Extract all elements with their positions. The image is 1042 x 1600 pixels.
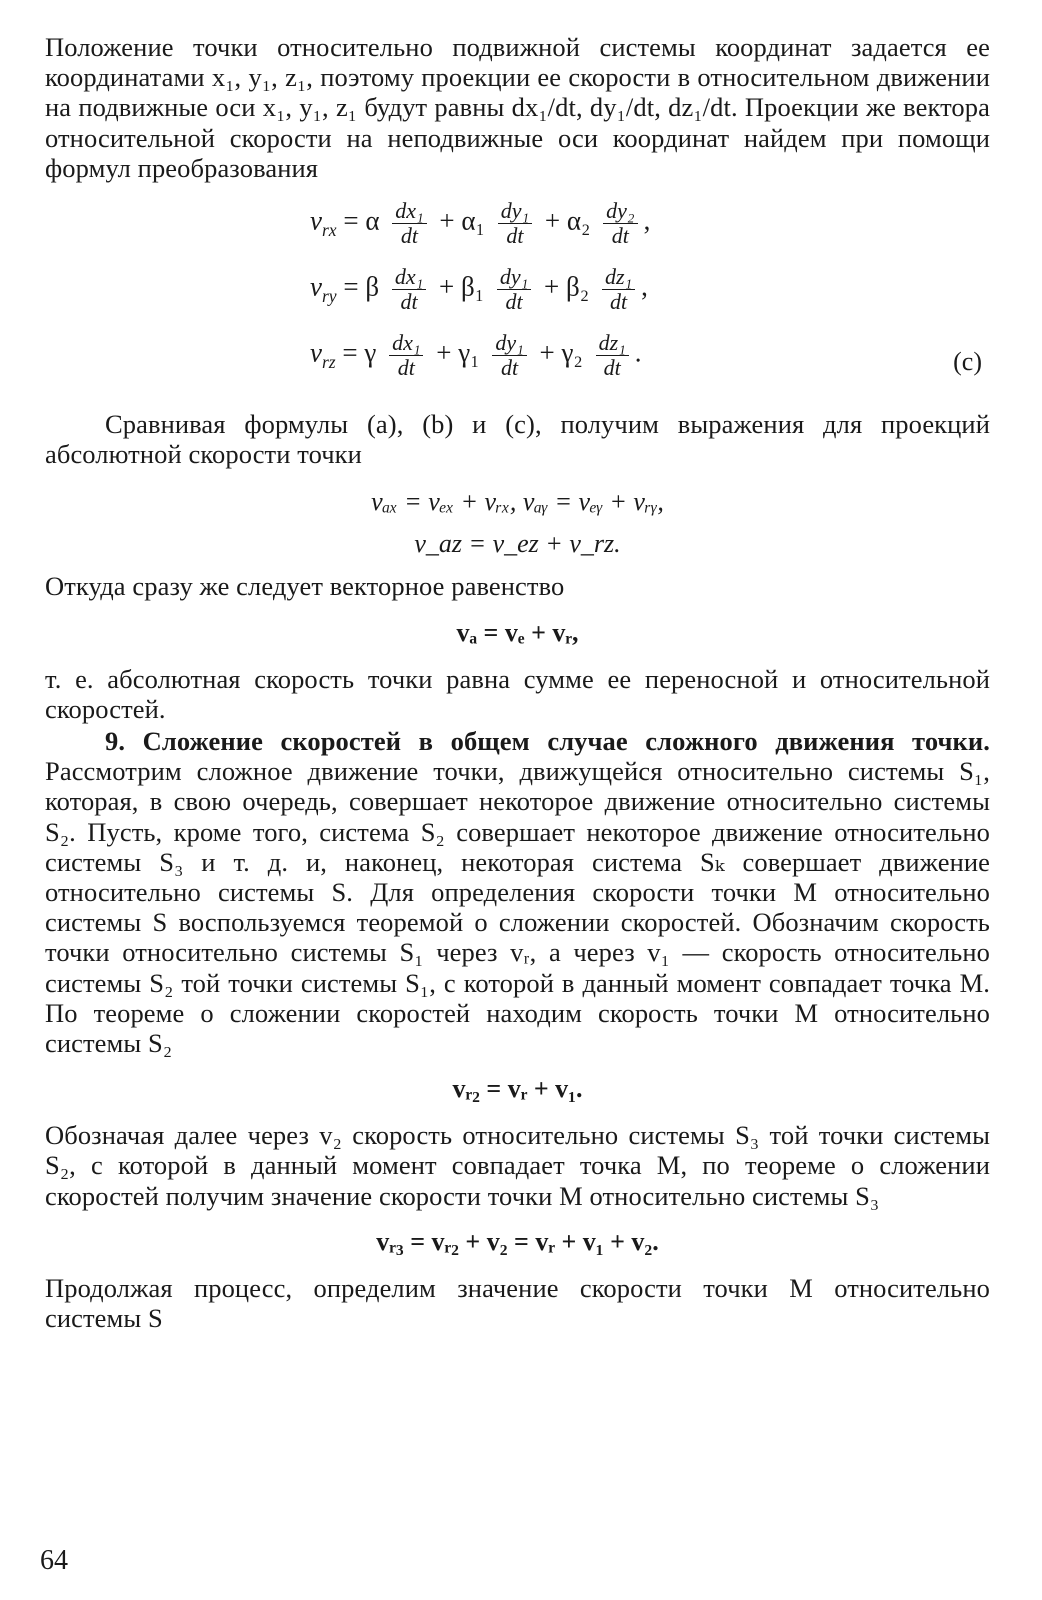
- paragraph-compare-formulas: Сравнивая формулы (a), (b) и (c), получим выражения для проекций абсолютной скорости точки: [45, 409, 990, 470]
- fraction: $\frac{\text{dx₁}}{dt}$: [392, 199, 426, 248]
- fraction: $\frac{\text{dy₂}}{dt}$: [603, 199, 637, 248]
- eq-lhs: v: [310, 271, 322, 302]
- fraction: $\frac{\text{dy₁}}{dt}$: [497, 265, 531, 314]
- equation-vr2: vᵣ₂ = vᵣ + v₁.: [452, 1074, 583, 1104]
- paragraph-vector-equality: Откуда сразу же следует векторное равенство: [45, 571, 565, 602]
- paragraph-section-9: [45, 726, 990, 1058]
- section-heading: 9. Сложение скоростей в общем случае сложного движения точки.: [105, 726, 990, 757]
- equation-label-c: (c): [953, 347, 982, 377]
- eq-lhs-sub: rx: [321, 220, 337, 241]
- eq-lhs: v: [310, 205, 322, 236]
- eq-lhs-sub: rz: [321, 352, 336, 373]
- fraction: $\frac{\text{dx₁}}{dt}$: [389, 331, 423, 380]
- eq-lhs: v: [310, 337, 322, 368]
- equation-vector-sum: vₐ = vₑ + vᵣ,: [456, 617, 579, 647]
- page-body: [45, 32, 990, 1333]
- section-9-text: Рассмотрим сложное движение точки, движущейся относительно системы S₁, которая, в свою очередь, совершает некоторое движение относительно системы S₂. Пусть, кроме того, система S₂ совершает некоторое движение относительно системы S₃ и т. д. и, наконец, некоторая система Sₖ совершает движение относительно системы S. Для определения скорости точки M относительно системы S воспользуемся теоремой о сложении скоростей. Обозначим скорость точки относительно системы S₁ через vᵣ, а через v₁ — скорость относительно системы S₂ той точки системы S₁, с которой в данный момент совпадает точка M. По теореме о сложении скоростей находим скорость точки M относительно системы S₂: [45, 756, 990, 1059]
- paragraph-system-s3: Обозначая далее через v₂ скорость относительно системы S₃ той точки системы S₂, с которой в данный момент совпадает точка M, по теореме о сложении скоростей получим значение скорости точки M относительно системы S₃: [45, 1120, 990, 1211]
- equation-vr3: vᵣ₃ = vᵣ₂ + v₂ = vᵣ + v₁ + v₂.: [376, 1226, 659, 1256]
- eq-rel: = γ: [335, 337, 377, 368]
- fraction: $\frac{\text{dy₁}}{dt}$: [492, 331, 526, 380]
- paragraph-relative-coordinates: Положение точки относительно подвижной системы координат задается ее координатами x₁, y₁, z₁, поэтому проекции ее скорости в относительном движении на подвижные оси x₁, y₁, z₁ будут равны dx₁/dt, dy₁/dt, dz₁/dt. Проекции же вектора относительной скорости на неподвижные оси координат найдем при помощи формул преобразования: [45, 32, 990, 183]
- equation-vrx: $v_{rx} = \alpha$ $\frac{\text{dx₁}}{dt}$ + α₁ $\frac{\text{dy₁}}{dt}$ + α₂ $\frac{\text{dy₂}}{dt}$ ,: [310, 198, 651, 249]
- equation-block-c: [45, 199, 990, 399]
- paragraph-continue-process: Продолжая процесс, определим значение скорости точки M относительно системы S: [45, 1272, 990, 1334]
- equation-vry: $v_{ry} = \beta$ $\frac{\text{dx₁}}{dt}$ + β₁ $\frac{\text{dy₁}}{dt}$ + β₂ $\frac{\text{dz₁}}{dt}$ ,: [310, 264, 648, 315]
- fraction: $\frac{\text{dx₁}}{dt}$: [392, 265, 426, 314]
- equation-absolute-xy: vₐₓ = vₑₓ + vᵣₓ, vₐᵧ = vₑᵧ + vᵣᵧ,: [371, 487, 664, 517]
- eq-rel: = β: [336, 271, 380, 302]
- fraction: $\frac{\text{dy₁}}{dt}$: [498, 199, 532, 248]
- eq-lhs-sub: ry: [321, 286, 337, 307]
- equation-vrz: $v_{rz} = \gamma$ $\frac{\text{dx₁}}{dt}$ + γ₁ $\frac{\text{dy₁}}{dt}$ + γ₂ $\frac{\text{dz₁}}{dt}$ .: [310, 330, 642, 381]
- fraction: $\frac{\text{dz₁}}{dt}$: [602, 265, 635, 314]
- eq-rel: = α: [336, 205, 380, 236]
- paragraph-conclusion: т. е. абсолютная скорость точки равна сумме ее переносной и относительной скоростей.: [45, 663, 990, 724]
- page-number: 64: [40, 1545, 68, 1576]
- equation-absolute-z: v_az = v_ez + v_rz.: [414, 529, 621, 559]
- fraction: $\frac{\text{dz₁}}{dt}$: [596, 331, 629, 380]
